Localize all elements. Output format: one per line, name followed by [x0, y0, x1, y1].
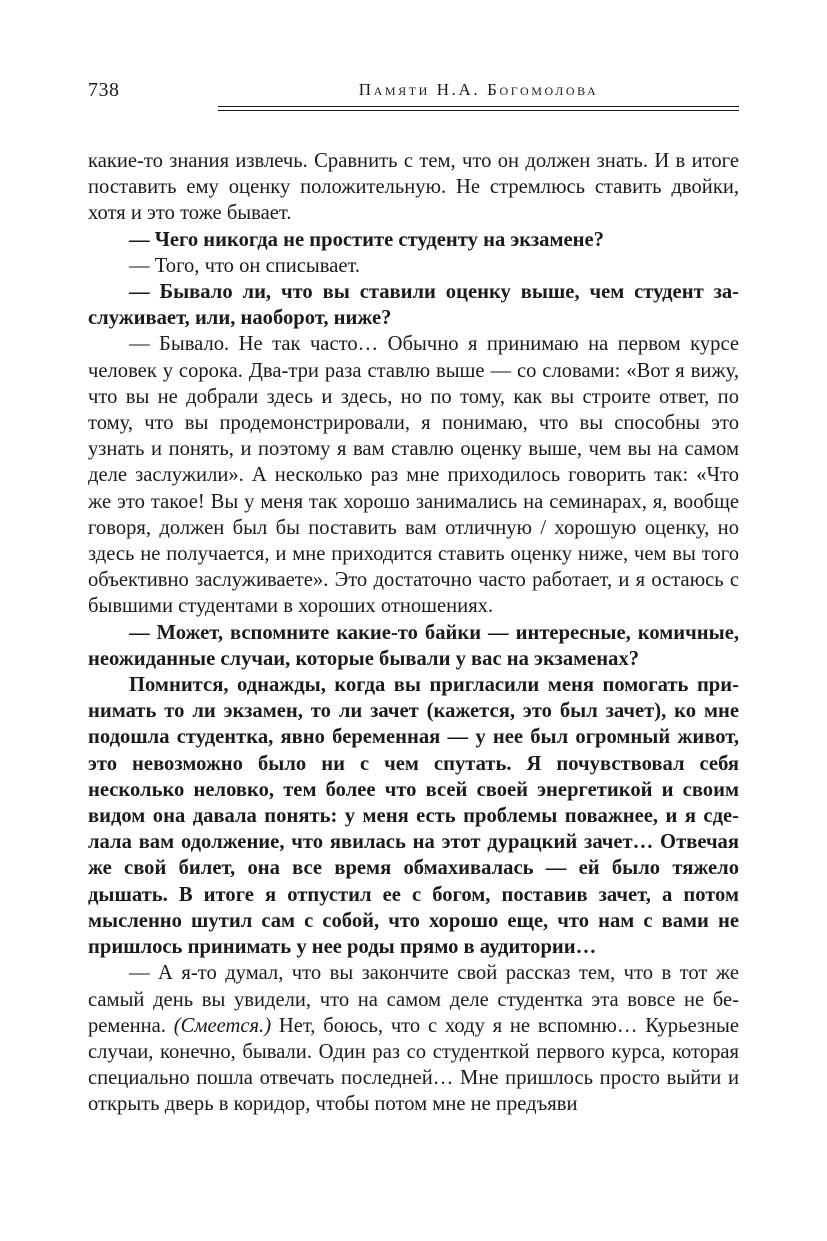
- question-paragraph: — Бывало ли, что вы ставили оценку выше, чем студент заслуживает, или, наоборот, ниже?: [88, 281, 739, 330]
- stage-remark: (Смеется.): [173, 1014, 272, 1037]
- question-paragraph: — Чего никогда не простите студенту на экзамене?: [129, 228, 604, 251]
- question-paragraph: Помнится, однажды, когда вы пригласили меня помогать принимать то ли экзамен, то ли зачет (кажется, это был зачет), ко мне подошла студентка, явно беременная — у нее был огромный живот, это невозможно было ни с чем спутать. Я почувствовал себя несколько неловко, тем более что всей своей энергетикой и своим видом она давала понять: у меня есть проблемы поважнее, и я сделала вам одолжение, что явилась на этот дурацкий зачет… Отвечая же свой билет, она все время обмахивалась — ей было тяжело дышать. В итоге я отпустил ее с богом, поставив зачет, а потом мысленно шутил сам с собой, что хорошо еще, что нам с вами не пришлось принимать у нее роды прямо в аудитории…: [88, 674, 739, 959]
- question-paragraph: — Может, вспомните какие-то байки — интересные, комичные, неожиданные случаи, которые бывали у вас на экзаменах?: [88, 621, 739, 670]
- running-title: Памяти Н.А. Богомолова: [358, 80, 599, 99]
- header-rule-thin: [218, 106, 739, 107]
- running-header: [88, 76, 739, 104]
- answer-paragraph: — Того, что он списывает.: [129, 254, 361, 277]
- page-number: 738: [88, 79, 120, 101]
- body-text: [88, 148, 739, 1118]
- answer-paragraph: — Бывало. Не так часто… Обычно я принимаю на первом курсе человек у сорока. Два-три раза ставлю выше — со словами: «Вот я вижу, что вы не добрали здесь и здесь, но по тому, как вы строите ответ, по тому, что вы продемонстрировали, я понимаю, что вы способны это узнать и понять, и поэтому я вам ставлю оценку выше, чем вы на самом деле заслужили». А несколько раз мне приходилось говорить так: «Что же это такое! Вы у меня так хорошо занимались на семинарах, я, вообще говоря, должен был бы поставить вам отличную / хорошую оценку, но здесь не получается, и мне приходится ставить оценку ниже, чем вы того объективно заслуживаете». Это достаточно часто работает, и я остаюсь с бывшими студентами в хороших отношениях.: [88, 333, 739, 618]
- paragraph-continued: какие-то знания извлечь. Сравнить с тем, что он должен знать. И в итоге поставить ему оценку положительную. Не стремлюсь ставить двойки, хотя и это тоже бывает.: [88, 150, 739, 225]
- answer-text: — А я-то думал, что вы закончите свой рассказ тем, что в тот же самый день вы увидели, что на самом деле студентка эта вовсе не беременна.: [88, 962, 739, 1037]
- answer-paragraph: [88, 960, 739, 1117]
- answer-text: Нет, боюсь, что с ходу я не вспомню… Курьезные случаи, конечно, бывали. Один раз со студенткой первого курса, которая специально пошла отвечать последней… Мне пришлось просто выйти и открыть дверь в коридор, чтобы потом мне не предъяви: [88, 1014, 739, 1116]
- header-rule-thick: [218, 110, 739, 111]
